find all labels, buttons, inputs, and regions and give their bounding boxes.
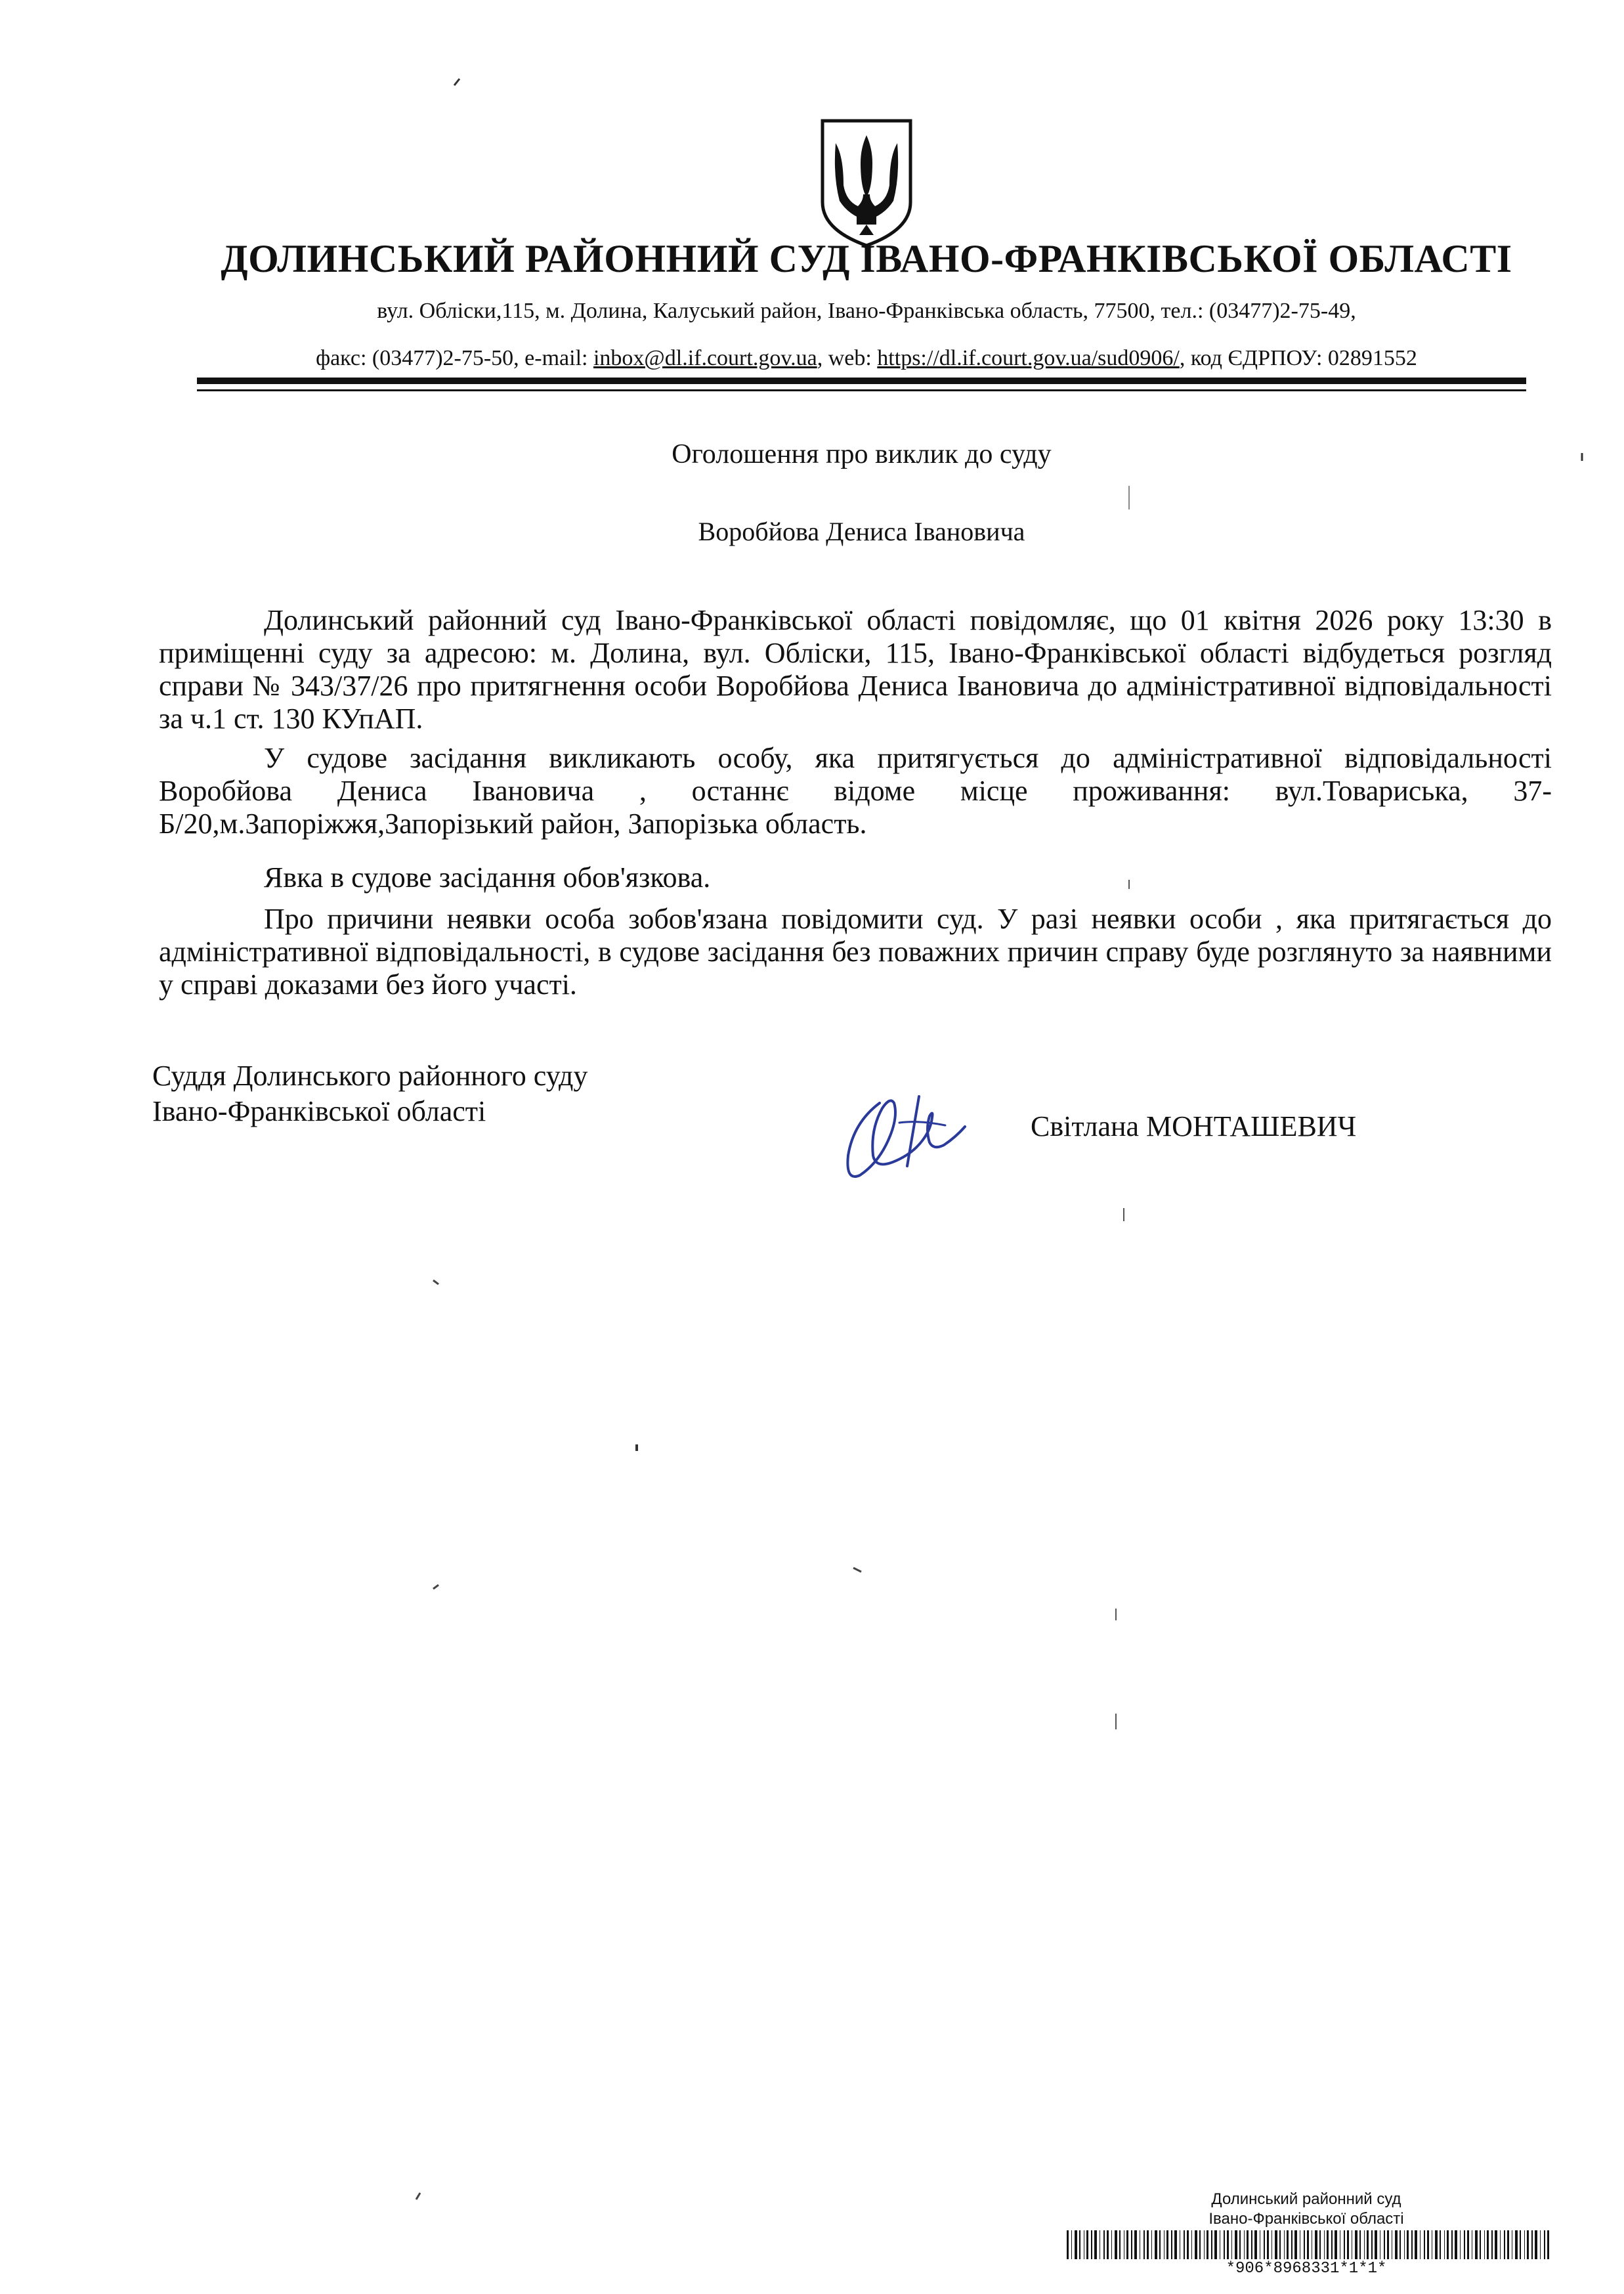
barcode-bar xyxy=(1451,2230,1453,2259)
stamp-line: Івано-Франківської області xyxy=(1208,2210,1404,2228)
web-label: , web: xyxy=(817,346,878,370)
trident-coat-of-arms-icon xyxy=(817,117,916,248)
court-name-heading: ДОЛИНСЬКИЙ РАЙОННИЙ СУД ІВАНО-ФРАНКІВСЬКОЇ ОБЛАСТІ xyxy=(221,237,1512,280)
barcode-bar xyxy=(1411,2230,1413,2259)
barcode-bar xyxy=(1207,2230,1208,2259)
barcode-bar xyxy=(1395,2230,1398,2259)
barcode-bar xyxy=(1239,2230,1241,2259)
fax-label: факс: (03477)2-75-50, e-mail: xyxy=(316,346,593,370)
barcode-bar xyxy=(1171,2230,1172,2259)
barcode-bar xyxy=(1271,2230,1272,2259)
barcode-bar xyxy=(1424,2230,1425,2259)
barcode-bar xyxy=(1415,2230,1417,2259)
edrpou-code: , код ЄДРПОУ: 02891552 xyxy=(1179,346,1417,370)
barcode-bar xyxy=(1147,2230,1149,2259)
barcode-bar xyxy=(1107,2230,1109,2259)
barcode-bar xyxy=(1460,2230,1461,2259)
barcode-bar xyxy=(1291,2230,1293,2259)
barcode-bar xyxy=(1264,2230,1265,2259)
barcode-bar xyxy=(1195,2230,1197,2259)
barcode-bar xyxy=(1267,2230,1269,2259)
paragraph-hearing-info: Долинський районний суд Івано-Франківської області повідомляє, що 01 квітня 2026 року 13:30 в приміщенні суду за адресою: м. Долина, вул. Обліски, 115, Івано-Франківської області відбудеться розгляд справи № 343/37/26 про притягнення особи Воробйова Дениса Івановича до адміністративної відповідальності за ч.1 ст. 130 КУпАП. xyxy=(159,604,1552,735)
barcode-bar xyxy=(1520,2230,1521,2259)
barcode-bar xyxy=(1495,2230,1497,2259)
barcode-bar xyxy=(1211,2230,1212,2259)
barcode-bar xyxy=(1531,2230,1533,2259)
registry-stamp xyxy=(1063,2190,1549,2229)
paragraph-attendance: Явка в судове засідання обов'язкова. xyxy=(264,861,711,894)
barcode-bar xyxy=(1359,2230,1361,2259)
barcode-bar xyxy=(1304,2230,1305,2259)
barcode-bar xyxy=(1440,2230,1441,2259)
barcode-bar xyxy=(1275,2230,1277,2259)
barcode-bar xyxy=(1131,2230,1132,2259)
barcode-bar xyxy=(1464,2230,1465,2259)
barcode-bar xyxy=(1467,2230,1469,2259)
barcode-bar xyxy=(1094,2230,1097,2259)
barcode-bar xyxy=(1191,2230,1192,2259)
barcode-bar xyxy=(1244,2230,1245,2259)
barcode-bar xyxy=(1224,2230,1225,2259)
barcode-bar xyxy=(1507,2230,1509,2259)
barcode-bar xyxy=(1347,2230,1349,2259)
barcode-bar xyxy=(1475,2230,1478,2259)
barcode-bar xyxy=(1387,2230,1389,2259)
court-contacts xyxy=(249,346,1484,371)
barcode-number: *906*8968331*1*1* xyxy=(1226,2260,1387,2278)
barcode-bar xyxy=(1287,2230,1289,2259)
barcode-bar xyxy=(1071,2230,1072,2259)
barcode-bar xyxy=(1331,2230,1333,2259)
barcode-bar xyxy=(1544,2230,1545,2259)
barcode-bar xyxy=(1143,2230,1145,2259)
barcode-bar xyxy=(1407,2230,1409,2259)
barcode-bar xyxy=(1164,2230,1165,2259)
barcode-bar xyxy=(1484,2230,1485,2259)
court-address: вул. Обліски,115, м. Долина, Калуський район, Івано-Франківська область, 77500, тел.: (03477)2-75-49, xyxy=(377,299,1356,323)
barcode-bar xyxy=(1375,2230,1377,2259)
email-link[interactable]: inbox@dl.if.court.gov.ua xyxy=(593,346,817,370)
barcode-bar xyxy=(1187,2230,1189,2259)
barcode-bar xyxy=(1435,2230,1438,2259)
paragraph-absence: Про причини неявки особа зобов'язана повідомити суд. У разі неявки особи , яка притягається до адміністративної відповідальності, в судове засідання без поважних причин справу буде розглянуто за наявними у справі доказами без його участі. xyxy=(159,903,1552,1001)
barcode-bar xyxy=(1155,2230,1157,2259)
header-divider-thick xyxy=(197,378,1526,384)
barcode-bar xyxy=(1231,2230,1232,2259)
barcode-bar xyxy=(1151,2230,1152,2259)
barcode xyxy=(1067,2230,1552,2259)
handwritten-signature xyxy=(834,1077,985,1195)
barcode-bar xyxy=(1367,2230,1369,2259)
summoned-person-name: Воробйова Дениса Івановича xyxy=(698,517,1025,546)
barcode-bar xyxy=(1067,2230,1069,2259)
barcode-bar xyxy=(1254,2230,1257,2259)
barcode-bar xyxy=(1227,2230,1229,2259)
barcode-bar xyxy=(1199,2230,1201,2259)
barcode-bar xyxy=(1327,2230,1329,2259)
barcode-bar xyxy=(1214,2230,1217,2259)
barcode-bar xyxy=(1527,2230,1529,2259)
barcode-bar xyxy=(1500,2230,1501,2259)
barcode-bar xyxy=(1404,2230,1405,2259)
barcode-bar xyxy=(1547,2230,1549,2259)
barcode-bar xyxy=(1335,2230,1337,2259)
barcode-bar xyxy=(1487,2230,1489,2259)
document-title: Оголошення про виклик до суду xyxy=(672,439,1052,469)
judge-title xyxy=(152,1058,588,1129)
barcode-bar xyxy=(1115,2230,1117,2259)
barcode-bar xyxy=(1400,2230,1401,2259)
barcode-bar xyxy=(1420,2230,1421,2259)
barcode-bar xyxy=(1524,2230,1525,2259)
barcode-bar xyxy=(1444,2230,1445,2259)
barcode-bar xyxy=(1119,2230,1121,2259)
barcode-bar xyxy=(1159,2230,1161,2259)
barcode-bar xyxy=(1126,2230,1128,2259)
barcode-bar xyxy=(1455,2230,1457,2259)
barcode-bar xyxy=(1174,2230,1177,2259)
judge-title-line: Івано-Франківської області xyxy=(152,1095,486,1127)
barcode-bar xyxy=(1103,2230,1105,2259)
barcode-bar xyxy=(1319,2230,1321,2259)
barcode-bar xyxy=(1515,2230,1518,2259)
barcode-bar xyxy=(1315,2230,1317,2259)
barcode-bar xyxy=(1086,2230,1088,2259)
barcode-bar xyxy=(1324,2230,1325,2259)
barcode-bar xyxy=(1284,2230,1285,2259)
barcode-bar xyxy=(1235,2230,1237,2259)
barcode-bar xyxy=(1184,2230,1185,2259)
barcode-bar xyxy=(1384,2230,1385,2259)
barcode-bar xyxy=(1504,2230,1505,2259)
judge-name: Світлана МОНТАШЕВИЧ xyxy=(1031,1110,1357,1142)
barcode-bar xyxy=(1204,2230,1205,2259)
barcode-bar xyxy=(1294,2230,1297,2259)
barcode-bar xyxy=(1344,2230,1345,2259)
paragraph-summons: У судове засідання викликають особу, яка притягується до адміністративної відповідальності Воробйова Дениса Івановича , останнє відоме місце проживання: вул.Товариська, 37-Б/20,м.Запоріжжя,Запорізький район, Запорізька область. xyxy=(159,742,1552,840)
barcode-bar xyxy=(1111,2230,1112,2259)
barcode-bar xyxy=(1079,2230,1080,2259)
barcode-bar xyxy=(1480,2230,1481,2259)
barcode-bar xyxy=(1091,2230,1092,2259)
barcode-bar xyxy=(1427,2230,1429,2259)
barcode-bar xyxy=(1075,2230,1077,2259)
barcode-bar xyxy=(1491,2230,1493,2259)
barcode-bar xyxy=(1247,2230,1249,2259)
barcode-bar xyxy=(1279,2230,1281,2259)
barcode-bar xyxy=(1447,2230,1449,2259)
stamp-line: Долинський районний суд xyxy=(1211,2190,1401,2208)
barcode-bar xyxy=(1540,2230,1541,2259)
barcode-bar xyxy=(1371,2230,1373,2259)
website-link[interactable]: https://dl.if.court.gov.ua/sud0906/ xyxy=(877,346,1180,370)
judge-title-line: Суддя Долинського районного суду xyxy=(152,1060,588,1092)
barcode-bar xyxy=(1364,2230,1365,2259)
barcode-bar xyxy=(1355,2230,1357,2259)
barcode-bar xyxy=(1535,2230,1537,2259)
barcode-bar xyxy=(1134,2230,1137,2259)
barcode-bar xyxy=(1307,2230,1309,2259)
barcode-bar xyxy=(1166,2230,1168,2259)
header-divider-thin xyxy=(197,389,1526,391)
barcode-bar xyxy=(1251,2230,1252,2259)
